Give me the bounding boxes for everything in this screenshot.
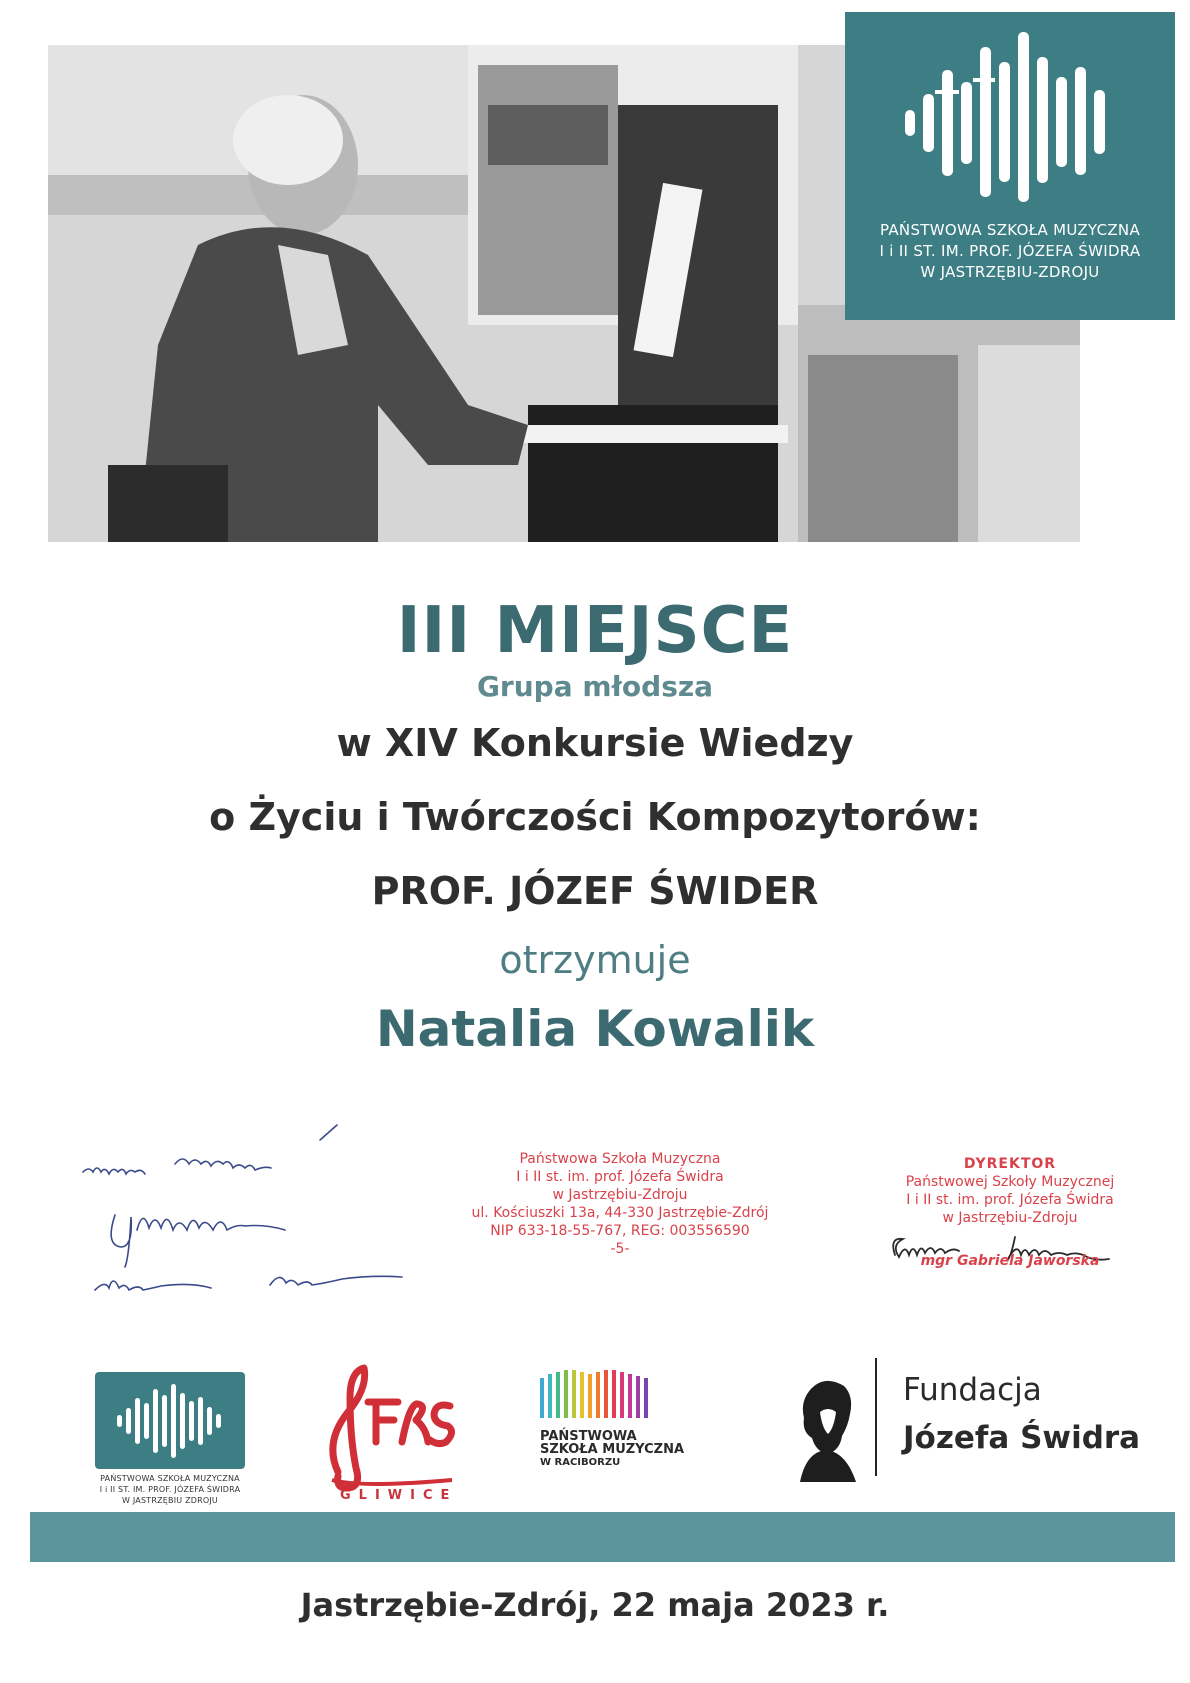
frsm-logo	[318, 1362, 468, 1502]
fund-name-line-2: Józefa Świdra	[903, 1420, 1141, 1456]
school-logo-top-line: W JASTRZĘBIU-ZDROJU	[920, 263, 1100, 281]
receives-label: otrzymuje	[499, 938, 691, 982]
school-stamp-line: Państwowa Szkoła Muzyczna	[519, 1151, 721, 1167]
contest-line-1: w XIV Konkursie Wiedzy	[336, 721, 854, 765]
school-logo-top-line: PAŃSTWOWA SZKOŁA MUZYCZNA	[879, 221, 1141, 239]
pszm-logo-line: I i II ST. IM. PROF. JÓZEFA ŚWIDRA	[99, 1485, 241, 1494]
school-stamp-line: -5-	[610, 1241, 630, 1257]
school-logo-top-line: I i II ST. IM. PROF. JÓZEFA ŚWIDRA	[879, 242, 1141, 260]
racibor-logo-line: W RACIBORZU	[540, 1457, 621, 1468]
jury-signatures	[75, 1120, 455, 1320]
piano-bars-icon	[95, 1372, 245, 1469]
school-stamp	[460, 1150, 780, 1258]
school-stamp-line: w Jastrzębiu-Zdroju	[552, 1187, 688, 1203]
racibor-logo-text	[540, 1430, 740, 1469]
director-stamp-title: DYREKTOR	[963, 1156, 1057, 1172]
fund-logo-divider	[875, 1358, 877, 1476]
award-place: III MIEJSCE	[396, 594, 794, 668]
portrait-icon	[790, 1372, 860, 1482]
director-stamp-line: w Jastrzębiu-Zdroju	[942, 1210, 1078, 1226]
school-logo-top-text	[845, 220, 1175, 283]
footer-band	[30, 1512, 1175, 1562]
director-stamp-line: Państwowej Szkoły Muzycznej	[905, 1174, 1115, 1190]
director-stamp	[860, 1155, 1160, 1227]
frsm-logo-city: GLIWICE	[340, 1488, 458, 1503]
recipient-name: Natalia Kowalik	[375, 1000, 815, 1058]
school-stamp-line: I i II st. im. prof. Józefa Świdra	[516, 1169, 724, 1185]
school-logo-top	[845, 12, 1175, 320]
racibor-logo-line: SZKOŁA MUZYCZNA	[540, 1442, 685, 1457]
contest-line-3: PROF. JÓZEF ŚWIDER	[371, 869, 819, 913]
pszm-logo-line: W JASTRZĘBIU ZDROJU	[122, 1496, 218, 1505]
school-stamp-line: ul. Kościuszki 13a, 44-330 Jastrzębie-Zdrój	[471, 1205, 769, 1221]
pszm-logo-line: PAŃSTWOWA SZKOŁA MUZYCZNA	[100, 1474, 240, 1483]
award-group: Grupa młodsza	[476, 670, 714, 703]
director-stamp-line: I i II st. im. prof. Józefa Świdra	[906, 1192, 1114, 1208]
contest-line-2: o Życiu i Twórczości Kompozytorów:	[209, 795, 981, 839]
director-name: mgr Gabriela Jaworska	[920, 1253, 1100, 1269]
school-stamp-line: NIP 633-18-55-767, REG: 003556590	[490, 1223, 750, 1239]
racibor-logo-bars	[540, 1368, 690, 1424]
pszm-logo-text	[80, 1473, 260, 1506]
racibor-logo-line: PAŃSTWOWA	[540, 1429, 637, 1444]
fund-name-line-1: Fundacja	[903, 1372, 1042, 1408]
piano-bars-icon	[905, 32, 1115, 202]
issue-date: Jastrzębie-Zdrój, 22 maja 2023 r.	[300, 1586, 890, 1624]
pszm-logo	[95, 1372, 245, 1469]
